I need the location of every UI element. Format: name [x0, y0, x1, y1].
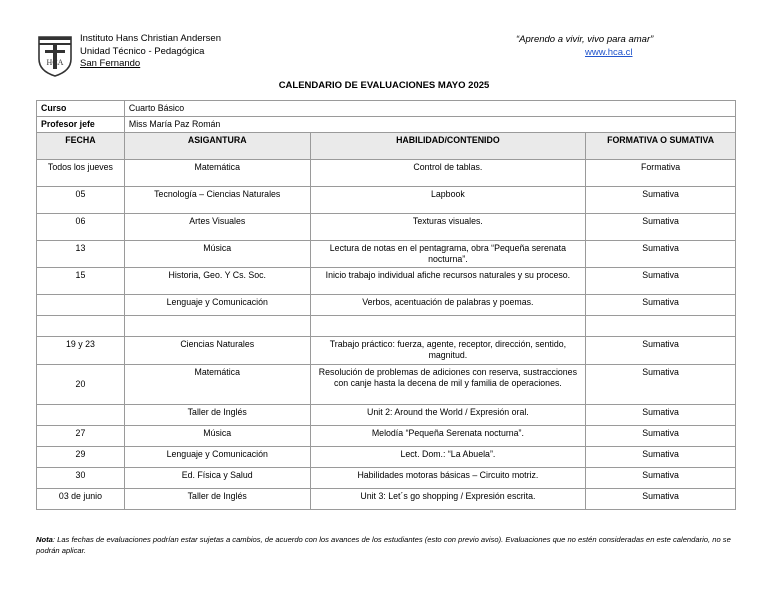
cell-habilidad: Unit 3: Let´s go shopping / Expresión escrita.: [310, 489, 586, 510]
cell-asignatura: Artes Visuales: [124, 214, 310, 241]
table-row: [37, 295, 736, 316]
institution-name: Instituto Hans Christian Andersen: [80, 33, 221, 44]
cell-asignatura: Taller de Inglés: [124, 405, 310, 426]
empty-row: [37, 316, 736, 337]
teacher-row: [37, 117, 736, 133]
table-row: [37, 405, 736, 426]
table-row: [37, 241, 736, 268]
course-row: [37, 101, 736, 117]
city-link[interactable]: San Fernando: [80, 58, 141, 69]
cell-tipo: Sumativa: [586, 214, 736, 241]
table-row: [37, 426, 736, 447]
cell-asignatura: Lenguaje y Comunicación: [124, 447, 310, 468]
cell-tipo: Sumativa: [586, 268, 736, 295]
cell-habilidad: Verbos, acentuación de palabras y poemas.: [310, 295, 586, 316]
column-header-tipo: FORMATIVA O SUMATIVA: [586, 133, 736, 160]
cell-habilidad: Trabajo práctico: fuerza, agente, receptor, dirección, sentido, magnitud.: [310, 337, 586, 365]
empty-cell: [37, 316, 125, 337]
cell-habilidad: Resolución de problemas de adiciones con reserva, sustracciones con canje hasta la decena de mil y familia de operaciones.: [310, 365, 586, 405]
cell-tipo: Sumativa: [586, 365, 736, 405]
cell-tipo: Sumativa: [586, 489, 736, 510]
course-label: Curso: [37, 101, 125, 117]
cell-tipo: Sumativa: [586, 337, 736, 365]
cell-habilidad: Lapbook: [310, 187, 586, 214]
cell-fecha: 30: [37, 468, 125, 489]
cell-fecha: [37, 295, 125, 316]
cell-habilidad: Inicio trabajo individual afiche recursos naturales y su proceso.: [310, 268, 586, 295]
cell-asignatura: Música: [124, 426, 310, 447]
cell-fecha: 29: [37, 447, 125, 468]
cell-asignatura: Matemática: [124, 160, 310, 187]
cell-fecha: [37, 405, 125, 426]
cell-tipo: Formativa: [586, 160, 736, 187]
school-motto: “Aprendo a vivir, vivo para amar”: [516, 34, 654, 45]
cell-fecha: Todos los jueves: [37, 160, 125, 187]
cell-habilidad: Habilidades motoras básicas – Circuito motriz.: [310, 468, 586, 489]
cell-fecha: 15: [37, 268, 125, 295]
cell-fecha: 13: [37, 241, 125, 268]
cell-tipo: Sumativa: [586, 241, 736, 268]
cell-asignatura: Matemática: [124, 365, 310, 405]
cell-habilidad: Lectura de notas en el pentagrama, obra “Pequeña serenata nocturna”.: [310, 241, 586, 268]
school-crest-logo: [36, 33, 74, 77]
cell-asignatura: Música: [124, 241, 310, 268]
institution-header: [36, 33, 221, 77]
teacher-label: Profesor jefe: [37, 117, 125, 133]
institution-info: [80, 33, 221, 77]
table-row: [37, 214, 736, 241]
cell-fecha: 27: [37, 426, 125, 447]
cell-tipo: Sumativa: [586, 295, 736, 316]
cell-asignatura: Tecnología – Ciencias Naturales: [124, 187, 310, 214]
column-header-row: [37, 133, 736, 160]
cell-tipo: Sumativa: [586, 426, 736, 447]
cell-habilidad: Lect. Dom.: “La Abuela”.: [310, 447, 586, 468]
cell-tipo: Sumativa: [586, 187, 736, 214]
footnote-text: : Las fechas de evaluaciones podrían estar sujetas a cambios, de acuerdo con los avances de los estudiantes (esto con previo aviso). Evaluaciones que no estén consideradas en este calendario, no se podrán aplicar.: [36, 535, 731, 555]
cell-fecha: 03 de junio: [37, 489, 125, 510]
cell-habilidad: Control de tablas.: [310, 160, 586, 187]
cell-habilidad: Unit 2: Around the World / Expresión oral.: [310, 405, 586, 426]
cell-asignatura: Historia, Geo. Y Cs. Soc.: [124, 268, 310, 295]
cell-asignatura: Ed. Física y Salud: [124, 468, 310, 489]
unit-name: Unidad Técnico - Pedagógica: [80, 45, 205, 57]
cell-fecha: 19 y 23: [37, 337, 125, 365]
empty-cell: [124, 316, 310, 337]
column-header-asignatura: ASIGANTURA: [124, 133, 310, 160]
evaluation-calendar-table: [36, 100, 736, 510]
website-link[interactable]: www.hca.cl: [585, 47, 633, 58]
cell-asignatura: Taller de Inglés: [124, 489, 310, 510]
cell-fecha: 05: [37, 187, 125, 214]
empty-cell: [310, 316, 586, 337]
column-header-habilidad: HABILIDAD/CONTENIDO: [310, 133, 586, 160]
cell-asignatura: Ciencias Naturales: [124, 337, 310, 365]
cell-tipo: Sumativa: [586, 447, 736, 468]
cell-habilidad: Melodía “Pequeña Serenata nocturna”.: [310, 426, 586, 447]
cell-fecha: 20: [37, 365, 125, 405]
cell-tipo: Sumativa: [586, 405, 736, 426]
svg-text:HCA: HCA: [46, 58, 64, 67]
table-row: [37, 337, 736, 365]
column-header-fecha: FECHA: [37, 133, 125, 160]
footnote: [36, 535, 736, 556]
cell-tipo: Sumativa: [586, 468, 736, 489]
table-row: [37, 365, 736, 405]
table-row: [37, 160, 736, 187]
cell-fecha: 06: [37, 214, 125, 241]
footnote-label: Nota: [36, 535, 53, 544]
table-row: [37, 447, 736, 468]
cell-asignatura: Lenguaje y Comunicación: [124, 295, 310, 316]
table-row: [37, 187, 736, 214]
course-value: Cuarto Básico: [124, 101, 735, 117]
cell-habilidad: Texturas visuales.: [310, 214, 586, 241]
table-row: [37, 268, 736, 295]
table-row: [37, 489, 736, 510]
teacher-value: Miss María Paz Román: [124, 117, 735, 133]
empty-cell: [586, 316, 736, 337]
page-title: CALENDARIO DE EVALUACIONES MAYO 2025: [278, 80, 490, 91]
table-row: [37, 468, 736, 489]
